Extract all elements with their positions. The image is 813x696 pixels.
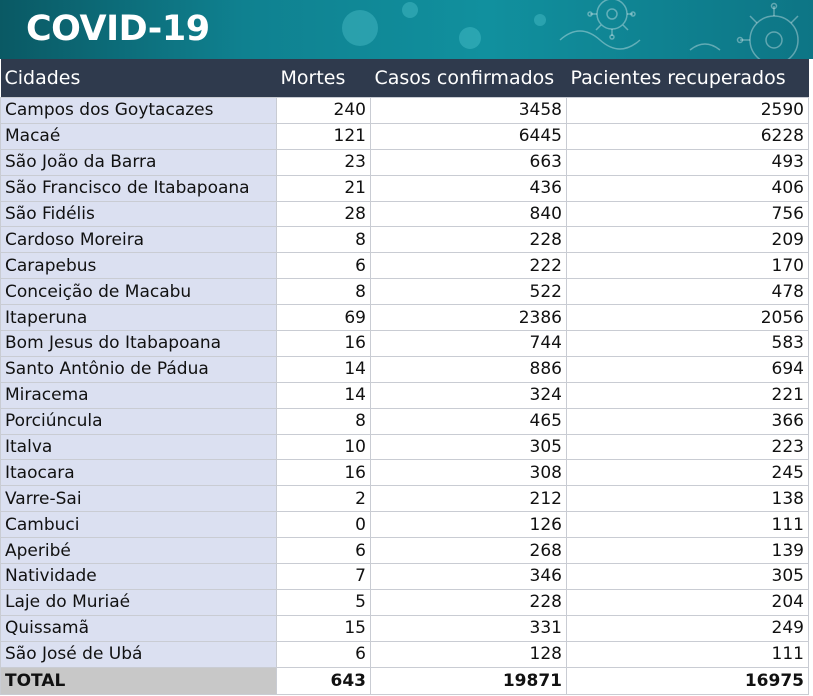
table-row	[1, 149, 809, 175]
recovered-cell: 2590	[567, 98, 809, 124]
recovered-cell: 138	[567, 486, 809, 512]
cases-cell: 308	[371, 460, 567, 486]
city-cell: São José de Ubá	[1, 641, 277, 667]
deaths-cell: 16	[277, 460, 371, 486]
table-row	[1, 615, 809, 641]
deaths-cell: 28	[277, 201, 371, 227]
cases-cell: 324	[371, 382, 567, 408]
city-cell: Porciúncula	[1, 408, 277, 434]
deaths-cell: 10	[277, 434, 371, 460]
city-cell: Natividade	[1, 564, 277, 590]
recovered-cell: 493	[567, 149, 809, 175]
cases-cell: 663	[371, 149, 567, 175]
table-row	[1, 356, 809, 382]
deaths-cell: 16	[277, 331, 371, 357]
recovered-cell: 111	[567, 512, 809, 538]
city-cell: Carapebus	[1, 253, 277, 279]
recovered-cell: 139	[567, 538, 809, 564]
recovered-cell: 249	[567, 615, 809, 641]
header-cidades: Cidades	[1, 59, 277, 98]
covid-banner	[0, 0, 813, 59]
total-cases: 19871	[371, 667, 567, 694]
deaths-cell: 5	[277, 589, 371, 615]
deaths-cell: 8	[277, 227, 371, 253]
table-row	[1, 227, 809, 253]
deaths-cell: 0	[277, 512, 371, 538]
deaths-cell: 2	[277, 486, 371, 512]
table-row	[1, 564, 809, 590]
recovered-cell: 406	[567, 175, 809, 201]
city-cell: Aperibé	[1, 538, 277, 564]
table-row	[1, 253, 809, 279]
city-cell: Cambuci	[1, 512, 277, 538]
table-row	[1, 589, 809, 615]
table-row	[1, 98, 809, 124]
city-cell: Bom Jesus do Itabapoana	[1, 331, 277, 357]
table-row	[1, 175, 809, 201]
table-header-row	[1, 59, 809, 98]
city-cell: Quissamã	[1, 615, 277, 641]
city-cell: Itaocara	[1, 460, 277, 486]
cases-cell: 744	[371, 331, 567, 357]
cases-cell: 3458	[371, 98, 567, 124]
deaths-cell: 240	[277, 98, 371, 124]
header-mortes: Mortes	[277, 59, 371, 98]
header-casos-confirmados: Casos confirmados	[371, 59, 567, 98]
deaths-cell: 7	[277, 564, 371, 590]
recovered-cell: 170	[567, 253, 809, 279]
cases-cell: 465	[371, 408, 567, 434]
city-cell: Itaperuna	[1, 305, 277, 331]
city-cell: São Francisco de Itabapoana	[1, 175, 277, 201]
deaths-cell: 14	[277, 356, 371, 382]
cases-cell: 522	[371, 279, 567, 305]
city-cell: Macaé	[1, 123, 277, 149]
banner-title: COVID-19	[26, 9, 210, 49]
recovered-cell: 583	[567, 331, 809, 357]
recovered-cell: 694	[567, 356, 809, 382]
table-row	[1, 641, 809, 667]
recovered-cell: 756	[567, 201, 809, 227]
covid-table	[0, 59, 809, 695]
cases-cell: 126	[371, 512, 567, 538]
total-label: TOTAL	[1, 667, 277, 694]
table-row	[1, 434, 809, 460]
recovered-cell: 204	[567, 589, 809, 615]
table-row	[1, 512, 809, 538]
cases-cell: 212	[371, 486, 567, 512]
table-row	[1, 279, 809, 305]
deaths-cell: 8	[277, 279, 371, 305]
recovered-cell: 366	[567, 408, 809, 434]
total-row	[1, 667, 809, 694]
deaths-cell: 21	[277, 175, 371, 201]
table-row	[1, 382, 809, 408]
city-cell: São Fidélis	[1, 201, 277, 227]
city-cell: Conceição de Macabu	[1, 279, 277, 305]
table-row	[1, 331, 809, 357]
table-row	[1, 305, 809, 331]
cases-cell: 222	[371, 253, 567, 279]
deaths-cell: 6	[277, 253, 371, 279]
deaths-cell: 14	[277, 382, 371, 408]
deaths-cell: 69	[277, 305, 371, 331]
city-cell: Laje do Muriaé	[1, 589, 277, 615]
recovered-cell: 111	[567, 641, 809, 667]
cases-cell: 128	[371, 641, 567, 667]
table-row	[1, 408, 809, 434]
total-recovered: 16975	[567, 667, 809, 694]
cases-cell: 228	[371, 589, 567, 615]
deaths-cell: 6	[277, 538, 371, 564]
deaths-cell: 6	[277, 641, 371, 667]
deaths-cell: 23	[277, 149, 371, 175]
deaths-cell: 8	[277, 408, 371, 434]
recovered-cell: 245	[567, 460, 809, 486]
cases-cell: 305	[371, 434, 567, 460]
cases-cell: 436	[371, 175, 567, 201]
recovered-cell: 6228	[567, 123, 809, 149]
recovered-cell: 223	[567, 434, 809, 460]
table-row	[1, 538, 809, 564]
city-cell: Italva	[1, 434, 277, 460]
recovered-cell: 478	[567, 279, 809, 305]
total-deaths: 643	[277, 667, 371, 694]
cases-cell: 840	[371, 201, 567, 227]
cases-cell: 331	[371, 615, 567, 641]
table-row	[1, 123, 809, 149]
city-cell: Cardoso Moreira	[1, 227, 277, 253]
cases-cell: 886	[371, 356, 567, 382]
recovered-cell: 2056	[567, 305, 809, 331]
cases-cell: 268	[371, 538, 567, 564]
deaths-cell: 15	[277, 615, 371, 641]
table-row	[1, 201, 809, 227]
cases-cell: 346	[371, 564, 567, 590]
deaths-cell: 121	[277, 123, 371, 149]
recovered-cell: 305	[567, 564, 809, 590]
table-row	[1, 486, 809, 512]
recovered-cell: 209	[567, 227, 809, 253]
city-cell: São João da Barra	[1, 149, 277, 175]
table-row	[1, 460, 809, 486]
cases-cell: 228	[371, 227, 567, 253]
city-cell: Campos dos Goytacazes	[1, 98, 277, 124]
city-cell: Santo Antônio de Pádua	[1, 356, 277, 382]
cases-cell: 2386	[371, 305, 567, 331]
recovered-cell: 221	[567, 382, 809, 408]
city-cell: Varre-Sai	[1, 486, 277, 512]
city-cell: Miracema	[1, 382, 277, 408]
cases-cell: 6445	[371, 123, 567, 149]
header-pacientes-recuperados: Pacientes recuperados	[567, 59, 809, 98]
